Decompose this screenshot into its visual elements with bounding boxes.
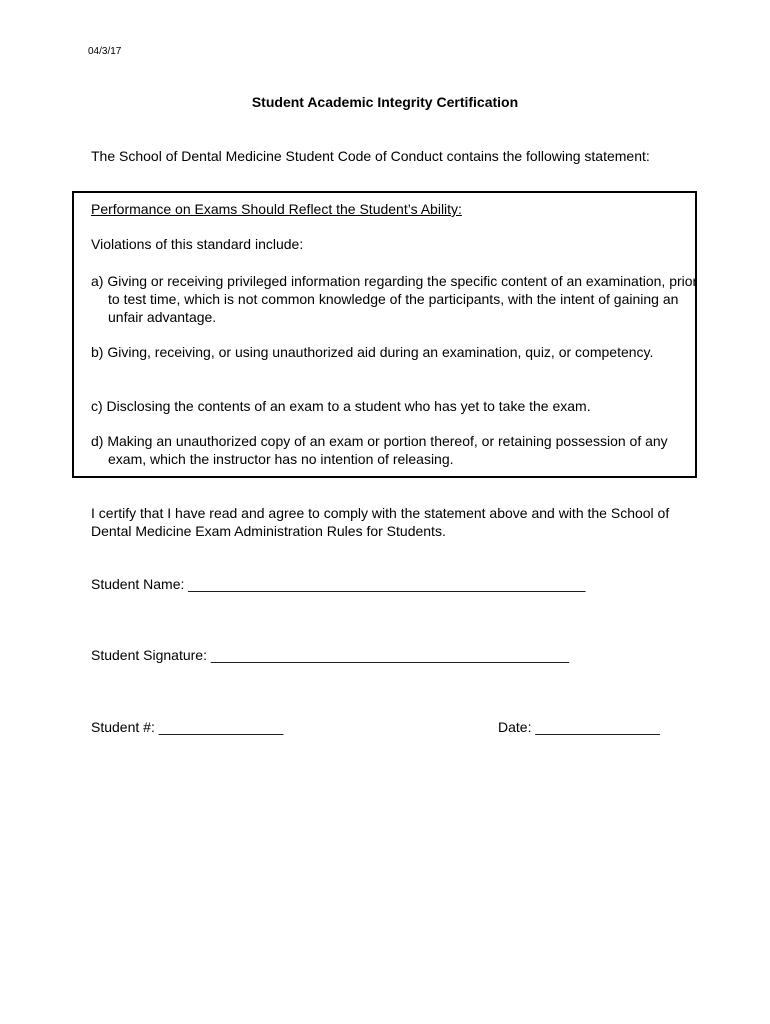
certification-statement: I certify that I have read and agree to comply with the statement above and with the School of Dental Medicine Exam Administration Rules for Students.	[91, 505, 670, 539]
document-date: 04/3/17	[88, 46, 122, 57]
student-name-field[interactable]: Student Name: ___________________________________________________	[91, 576, 586, 592]
violation-item-a: a) Giving or receiving privileged information regarding the specific content of an examination, prior to test time, which is not common knowledge of the participants, with the intent of gaining an unfair advantage.	[91, 273, 698, 325]
page-title: Student Academic Integrity Certification	[251, 94, 519, 110]
violation-item-c: c) Disclosing the contents of an exam to a student who has yet to take the exam.	[91, 398, 591, 414]
student-number-field[interactable]: Student #: ________________	[91, 719, 284, 735]
student-signature-field[interactable]: Student Signature: ______________________________________________	[91, 647, 570, 663]
violation-item-b: b) Giving, receiving, or using unauthorized aid during an examination, quiz, or competency.	[91, 344, 654, 360]
date-field[interactable]: Date: ________________	[498, 719, 660, 735]
standard-heading: Performance on Exams Should Reflect the Student’s Ability:	[91, 201, 462, 217]
violation-item-d: d) Making an unauthorized copy of an exam or portion thereof, or retaining possession of any exam, which the instructor has no intention of releasing.	[91, 433, 668, 467]
intro-paragraph: The School of Dental Medicine Student Code of Conduct contains the following statement:	[91, 148, 650, 164]
violations-label: Violations of this standard include:	[91, 236, 304, 252]
